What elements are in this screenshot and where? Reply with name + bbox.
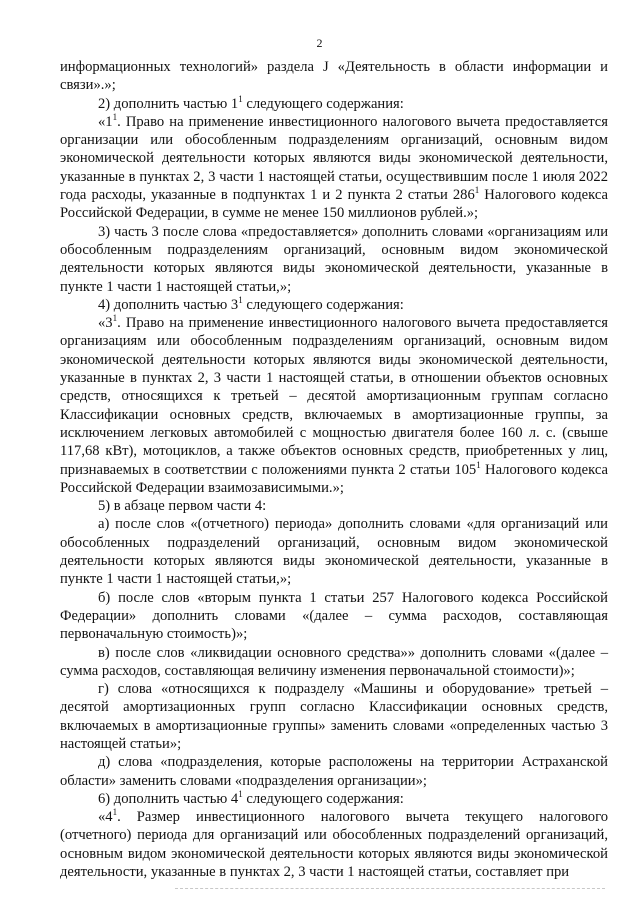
paragraph-text: Налогового кодекса Российской Федерации взаимозависимыми.»;	[60, 461, 608, 496]
paragraph-text: «3	[98, 315, 113, 332]
paragraph-text: г) слова «относящихся к подразделу «Машины и оборудование» третьей – десятой амортизационных групп согласно Классификации основных средств, включаемых в амортизационные группы» заменить словами «определенных частью 3 настоящей статьи»;	[60, 681, 608, 752]
paragraph-text: информационных технологий» раздела J «Деятельность в области информации и связи».»;	[60, 59, 608, 94]
paragraph	[60, 296, 608, 314]
paragraph	[60, 113, 608, 223]
paragraph	[60, 644, 608, 681]
superscript: 1	[474, 185, 480, 196]
paragraph-text: д) слова «подразделения, которые расположены на территории Астраханской области» заменить словами «подразделения организации»;	[60, 754, 608, 789]
paragraph-text: 5) в абзаце первом части 4:	[98, 498, 267, 515]
superscript: 1	[476, 459, 481, 470]
superscript: 1	[238, 93, 243, 104]
paragraph-text: «4	[98, 809, 113, 826]
paragraph-text: . Право на применение инвестиционного налогового вычета предоставляется организациям или обособленным подразделениям организаций, основным видом экономической деятельности которых являются виды экономической деятельности, указанные в пунктах 2, 3 части 1 настоящей статьи, в отношении объектов основных средств, относящихся к третьей – десятой амортизационным группам согласно Классификации основных средств, включаемых в амортизационные группы, за исключением легковых автомобилей с мощностью двигателя более 160 л. с. (свыше 117,68 кВт), мотоциклов, а также объектов основных средств, приобретенных у лиц, признаваемых в соответствии с положениями пункта 2 статьи 105	[60, 315, 608, 478]
superscript: 1	[112, 111, 118, 122]
paragraph-text: «1	[98, 113, 113, 130]
paragraph	[60, 753, 608, 790]
superscript: 1	[112, 313, 118, 324]
paragraph	[60, 223, 608, 296]
paragraph	[60, 589, 608, 644]
document-body	[60, 58, 608, 881]
paragraph-text: следующего содержания:	[242, 790, 404, 807]
paragraph-text: в) после слов «ликвидации основного средства»» дополнить словами «(далее – сумма расходов, составляющая величину изменения первоначальной стоимости)»;	[60, 644, 608, 679]
paragraph	[60, 58, 608, 95]
paragraph	[60, 680, 608, 753]
paragraph-text: 3) часть 3 после слова «предоставляется» дополнить словами «организациям или обособленным подразделениям организаций, основным видом экономической деятельности которых являются виды экономической деятельности, указанные в пункте 1 части 1 настоящей статьи,»;	[60, 223, 608, 295]
paragraph	[60, 790, 608, 808]
paragraph-text: а) после слов «(отчетного) периода» дополнить словами «для организаций или обособленных подразделений организаций, основным видом экономической деятельности которых являются виды экономической деятельности, указанные в пункте 1 части 1 настоящей статьи,»;	[60, 516, 608, 588]
paragraph-text: следующего содержания:	[242, 296, 404, 313]
paragraph	[60, 515, 608, 588]
page-number: 2	[316, 36, 323, 50]
paragraph-text: б) после слов «вторым пункта 1 статьи 257 Налогового кодекса Российской Федерации» дополнить словами «(далее – сумма расходов, составляющая первоначальную стоимость)»;	[60, 589, 608, 643]
paragraph-text: . Право на применение инвестиционного налогового вычета предоставляется организации или обособленным подразделениям организаций, основным видом экономической деятельности которых являются виды экономической деятельности, указанные в пунктах 2, 3 части 1 настоящей статьи, осуществившим после 1 июля 2022 года расходы, указанные в подпунктах 1 и 2 пункта 2 статьи 286	[60, 113, 608, 204]
scan-artifact-line	[175, 888, 605, 890]
paragraph	[60, 95, 608, 113]
paragraph	[60, 497, 608, 515]
superscript: 1	[238, 788, 243, 799]
superscript: 1	[238, 294, 243, 305]
paragraph-text: 6) дополнить частью 4	[98, 790, 239, 807]
paragraph-text: . Размер инвестиционного налогового вычета текущего налогового (отчетного) периода для организаций или обособленных подразделений организаций, основным видом экономической деятельности которых являются виды экономической деятельности, указанные в пунктах 2, 3 части 1 настоящей статьи, составляет при	[60, 809, 608, 881]
paragraph-text: Налогового кодекса Российской Федерации, в сумме не менее 150 миллионов рублей.»;	[60, 187, 608, 222]
paragraph	[60, 314, 608, 497]
paragraph-text: 4) дополнить частью 3	[98, 296, 239, 313]
paragraph	[60, 808, 608, 881]
paragraph-text: 2) дополнить частью 1	[98, 95, 239, 112]
paragraph-text: следующего содержания:	[242, 95, 404, 112]
superscript: 1	[112, 807, 118, 818]
